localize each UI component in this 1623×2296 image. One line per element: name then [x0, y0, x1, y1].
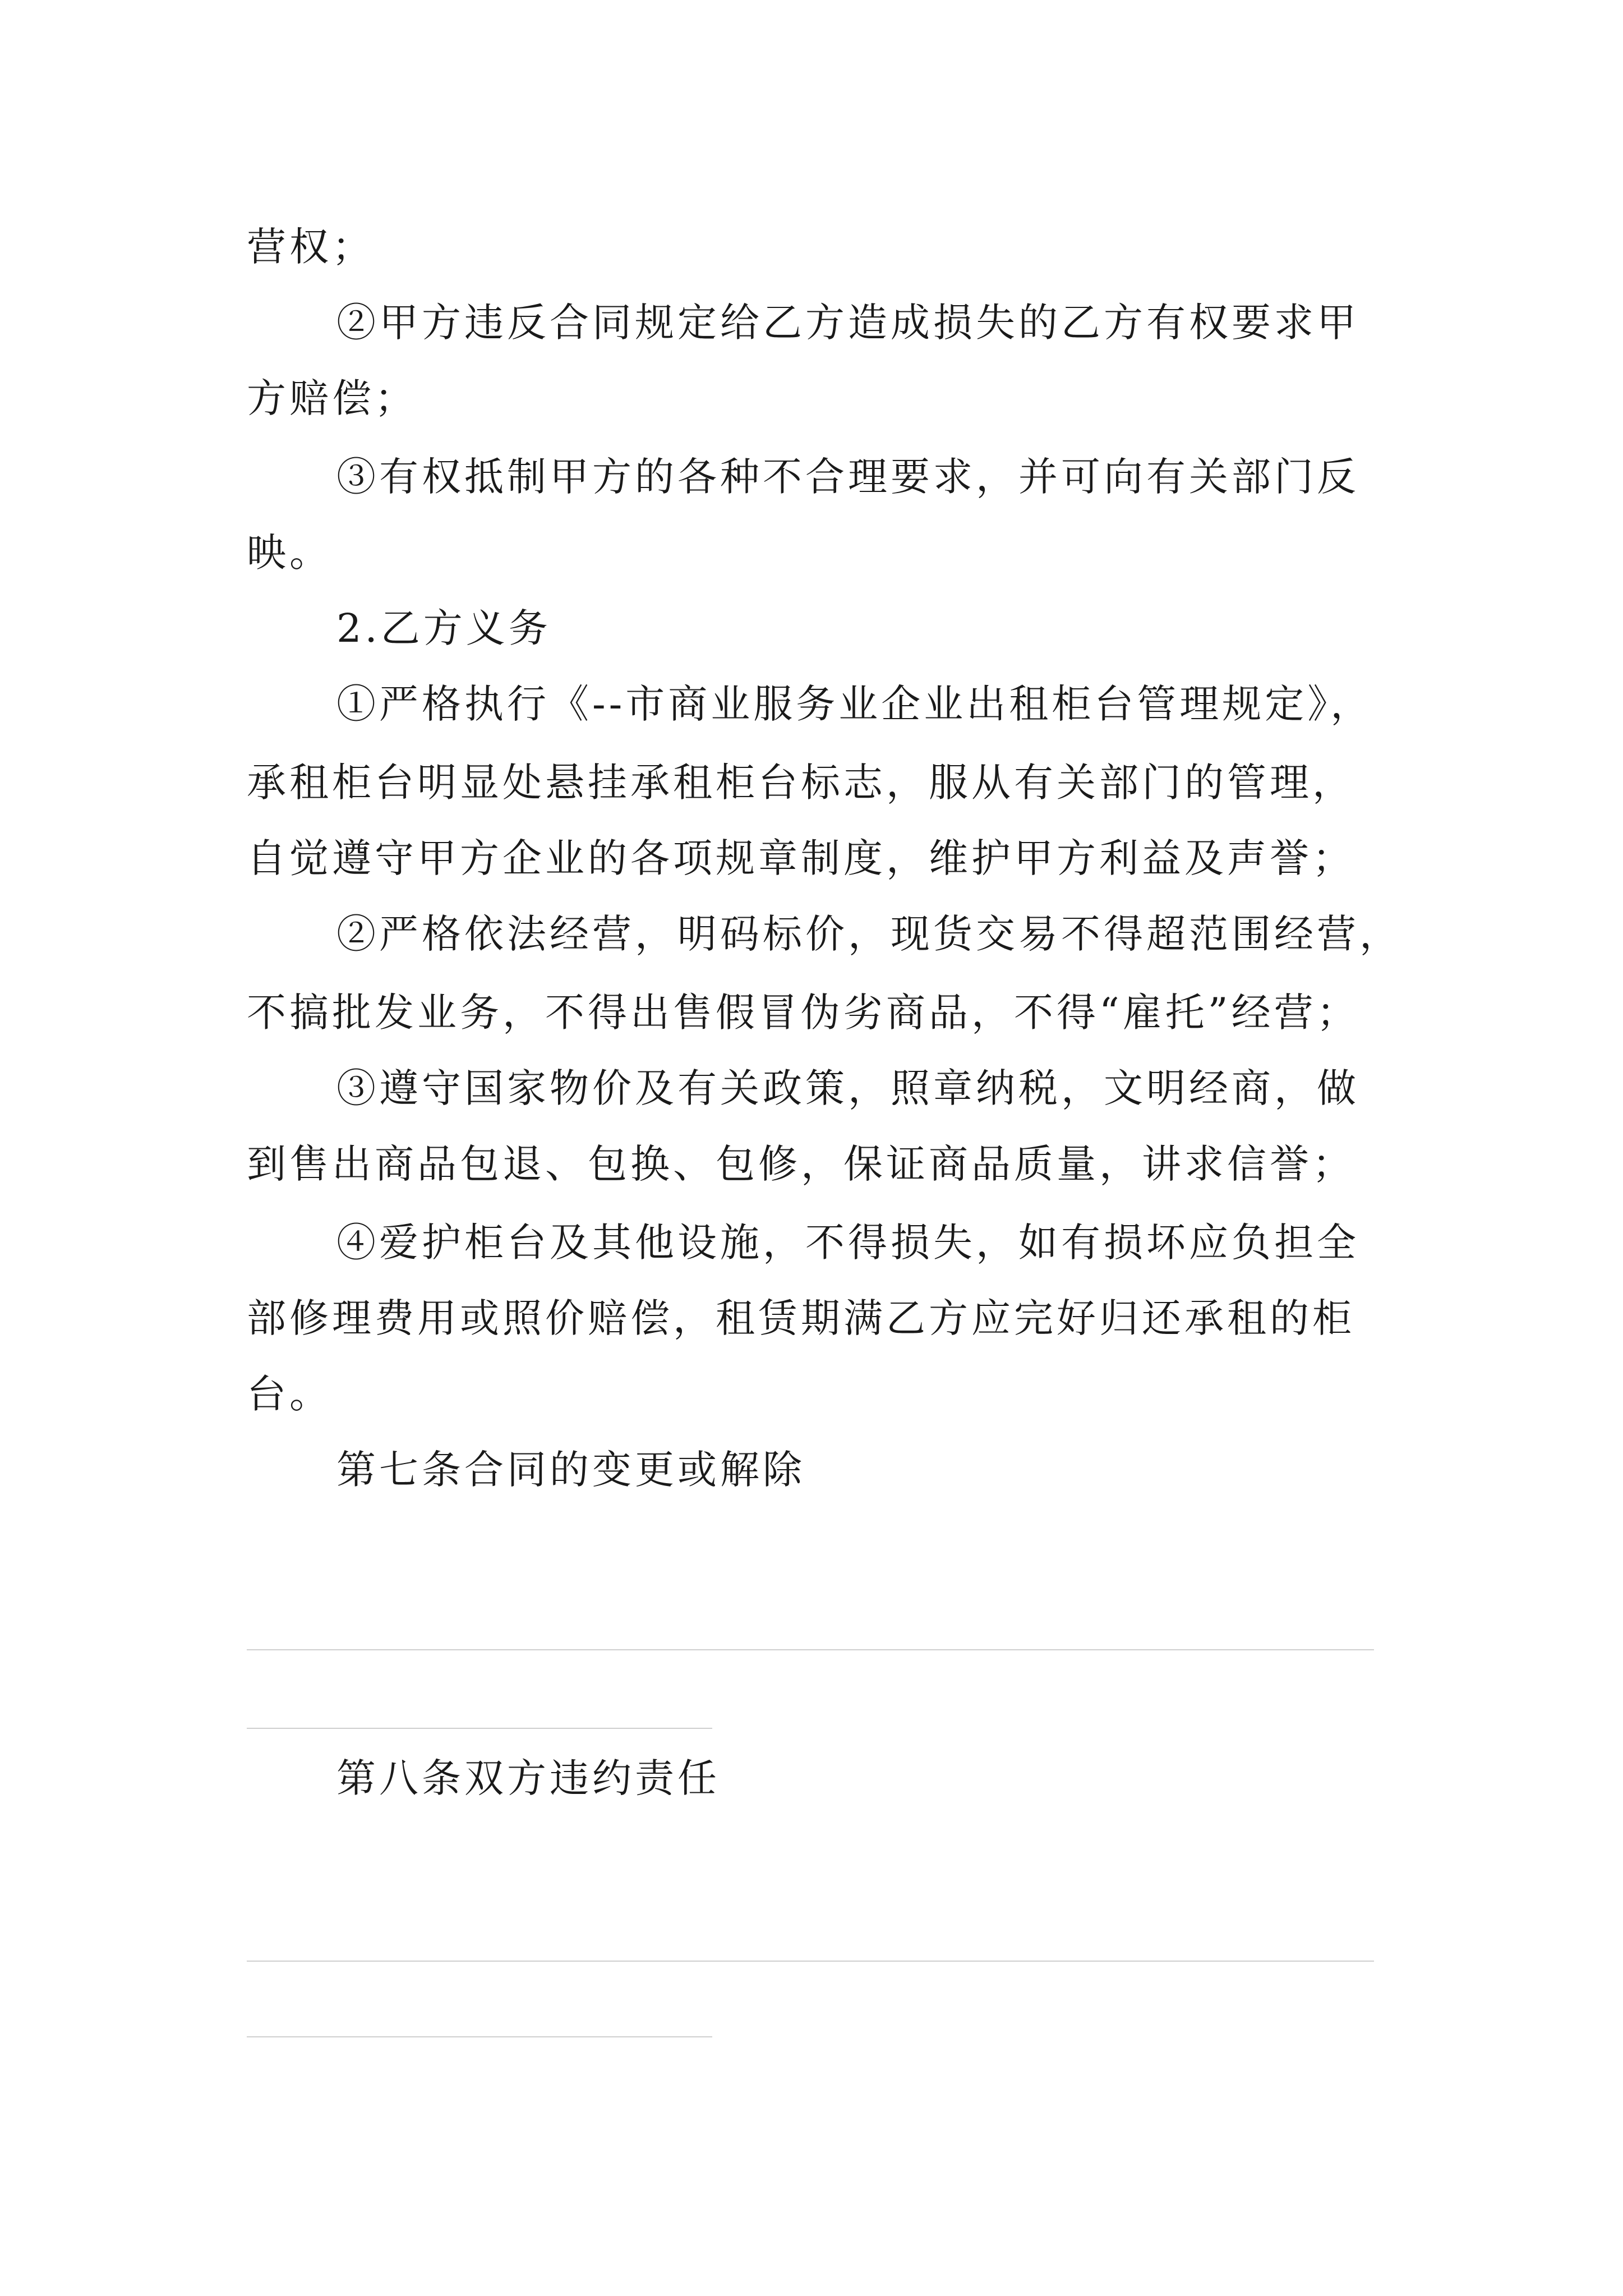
text-line: ③有权抵制甲方的各种不合理要求，并可向有关部门反 — [336, 454, 1359, 500]
text-line: ③遵守国家物价及有关政策，照章纳税，文明经商，做 — [336, 1065, 1359, 1111]
text-line: 营权； — [247, 224, 375, 270]
article-heading-eight: 第八条双方违约责任 — [336, 1755, 720, 1801]
text-line: 映。 — [247, 530, 332, 576]
text-line: 部修理费用或照价赔偿，租赁期满乙方应完好归还承租的柜 — [247, 1295, 1355, 1341]
text-line: 承租柜台明显处悬挂承租柜台标志，服从有关部门的管理， — [247, 760, 1355, 806]
text-line: ②严格依法经营，明码标价，现货交易不得超范围经营， — [336, 911, 1402, 957]
text-line: 台。 — [247, 1371, 332, 1417]
blank-fill-line — [247, 1728, 712, 1729]
text-line: 不搞批发业务，不得出售假冒伪劣商品，不得“雇托”经营； — [247, 990, 1359, 1036]
text-line: 自觉遵守甲方企业的各项规章制度，维护甲方利益及声誉； — [247, 835, 1355, 881]
article-heading-seven: 第七条合同的变更或解除 — [336, 1447, 805, 1493]
text-line: ②甲方违反合同规定给乙方造成损失的乙方有权要求甲 — [336, 300, 1359, 346]
blank-fill-line — [247, 2036, 712, 2037]
text-line: 到售出商品包退、包换、包修，保证商品质量，讲求信誉； — [247, 1141, 1355, 1187]
text-line: ④爱护柜台及其他设施，不得损失，如有损坏应负担全 — [336, 1220, 1359, 1266]
text-line: ①严格执行《--市商业服务业企业出租柜台管理规定》， — [336, 681, 1373, 727]
text-line: 方赔偿； — [247, 375, 417, 421]
blank-fill-line — [247, 1961, 1374, 1962]
section-heading: 2.乙方义务 — [336, 605, 551, 651]
blank-fill-line — [247, 1649, 1374, 1650]
